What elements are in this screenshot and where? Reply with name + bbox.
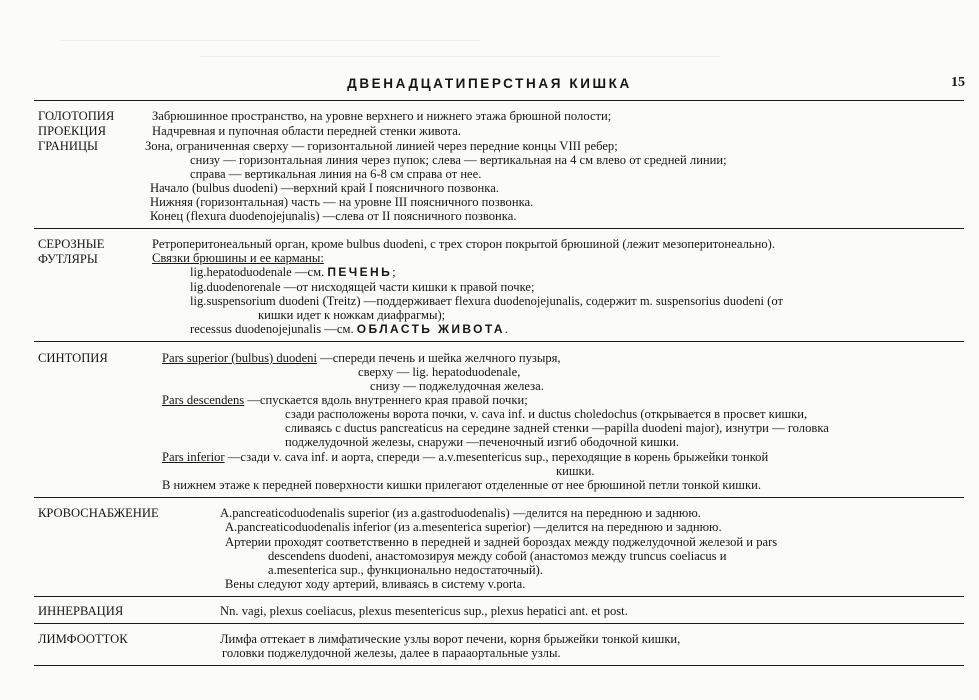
text-span: . (504, 322, 509, 336)
rule-top (34, 100, 964, 101)
text-line: справа — вертикальная линия на 6-8 см справа от нее. (190, 167, 482, 181)
subheading-ligaments: Связки брюшины и ее карманы: (152, 251, 324, 265)
text-line: головки поджелудочной железы, далее в парааортальные узлы. (222, 646, 561, 660)
rule-bottom (34, 665, 964, 666)
heading-borders: ГРАНИЦЫ (38, 139, 99, 153)
heading-blood-supply: КРОВОСНАБЖЕНИЕ (38, 506, 159, 520)
page-number: 15 (951, 75, 965, 90)
text-line: Забрюшинное пространство, на уровне верхнего и нижнего этажа брюшной полости; (152, 109, 612, 123)
section-divider (34, 623, 964, 624)
text-line: lig.duodenorenale —от нисходящей части кишки к правой почке; (190, 280, 535, 294)
text-line: сливаясь с ductus pancreaticus на середине задней стенки —papilla duodeni major), изнутри — головка (285, 421, 829, 435)
text-line: снизу — поджелудочная железа. (370, 379, 544, 393)
text-line: Лимфа оттекает в лимфатические узлы ворот печени, корня брыжейки тонкой кишки, (220, 632, 681, 646)
section-divider (34, 228, 964, 229)
text-line: Ретроперитонеальный орган, кроме bulbus duodeni, с трех сторон покрытой брюшиной (лежит мезоперитонеально). (152, 237, 775, 251)
text-line (190, 265, 396, 280)
text-line: Зона, ограниченная сверху — горизонтальной линией через передние концы VIII ребер; (145, 139, 618, 153)
term-pars-superior: Pars superior (bulbus) duodeni (162, 351, 317, 365)
text-line: сзади расположены ворота почки, v. cava inf. и ductus choledochus (открывается в просвет кишки, (285, 407, 808, 421)
heading-innervation: ИННЕРВАЦИЯ (38, 604, 124, 618)
text-line: сверху — lig. hepatoduodenale, (358, 365, 521, 379)
heading-syntopy: СИНТОПИЯ (38, 351, 108, 365)
section-divider (34, 341, 964, 342)
text-line (190, 322, 508, 337)
page-title: ДВЕНАДЦАТИПЕРСТНАЯ КИШКА (347, 76, 632, 91)
text-line: Нижняя (горизонтальная) часть — на уровне III поясничного позвонка. (150, 195, 534, 209)
heading-projection: ПРОЕКЦИЯ (38, 124, 107, 138)
term-pars-descendens: Pars descendens (162, 393, 245, 407)
text-line: снизу — горизонтальная линия через пупок; слева — вертикальная на 4 см влево от средней линии; (190, 153, 727, 167)
scan-noise (200, 56, 720, 57)
cross-ref-liver: ПЕЧЕНЬ (327, 265, 393, 279)
heading-lymph: ЛИМФООТТОК (38, 632, 128, 646)
text-line: A.pancreaticoduodenalis inferior (из a.mesenterica superior) —делится на переднюю и заднюю. (225, 520, 722, 534)
text-line: В нижнем этаже к передней поверхности кишки прилегают отделенные от нее брюшиной петли тонкой кишки. (162, 478, 761, 492)
text-line: Надчревная и пупочная области передней стенки живота. (152, 124, 461, 138)
text-line: descendens duodeni, анастомозируя между собой (анастомоз между truncus coeliacus и (268, 549, 727, 563)
text-line (162, 351, 561, 366)
section-divider (34, 497, 964, 498)
text-line: Конец (flexura duodenojejunalis) —слева от II поясничного позвонка. (150, 209, 517, 223)
text-line: Вены следуют ходу артерий, вливаясь в систему v.porta. (225, 577, 526, 591)
text-line: Артерии проходят соответственно в передней и задней бороздах между поджелудочной железой и pars (225, 535, 778, 549)
text-line: Nn. vagi, plexus coeliacus, plexus mesentericus sup., plexus hepatici ant. et post. (220, 604, 628, 618)
text-line (162, 450, 768, 465)
text-line: lig.suspensorium duodeni (Treitz) —поддерживает flexura duodenojejunalis, содержит m. suspensorius duodeni (от (190, 294, 783, 308)
text-span: recessus duodenojejunalis —см. (190, 322, 357, 336)
text-span: —спереди печень и шейка желчного пузыря, (316, 351, 561, 365)
heading-serous: СЕРОЗНЫЕ (38, 237, 105, 251)
text-span: —спускается вдоль внутреннего края правой почки; (244, 393, 528, 407)
text-line: кишки идет к ножкам диафрагмы); (258, 308, 446, 322)
text-line: поджелудочной железы, снаружи —печеночный изгиб ободочной кишки. (285, 435, 679, 449)
text-line: a.mesenterica sup., функционально недостаточный). (268, 563, 544, 577)
text-span: ; (392, 265, 396, 279)
scan-noise (60, 40, 480, 41)
text-span: lig.hepatoduodenale —см. (190, 265, 328, 279)
section-divider (34, 596, 964, 597)
heading-sheaths: ФУТЛЯРЫ (38, 252, 98, 266)
cross-ref-abdomen: ОБЛАСТЬ ЖИВОТА (356, 322, 505, 336)
text-line: кишки. (556, 464, 595, 478)
text-line: A.pancreaticoduodenalis superior (из a.gastroduodenalis) —делится на переднюю и заднюю. (220, 506, 701, 520)
text-span: —сзади v. cava inf. и аорта, спереди — a.v.mesentericus sup., переходящие в корень брыжейки тонкой (224, 450, 769, 464)
term-pars-inferior: Pars inferior (162, 450, 225, 464)
text-line: Начало (bulbus duodeni) —верхний край I поясничного позвонка. (150, 181, 499, 195)
heading-holotopia: ГОЛОТОПИЯ (38, 109, 115, 123)
text-line (162, 393, 528, 408)
